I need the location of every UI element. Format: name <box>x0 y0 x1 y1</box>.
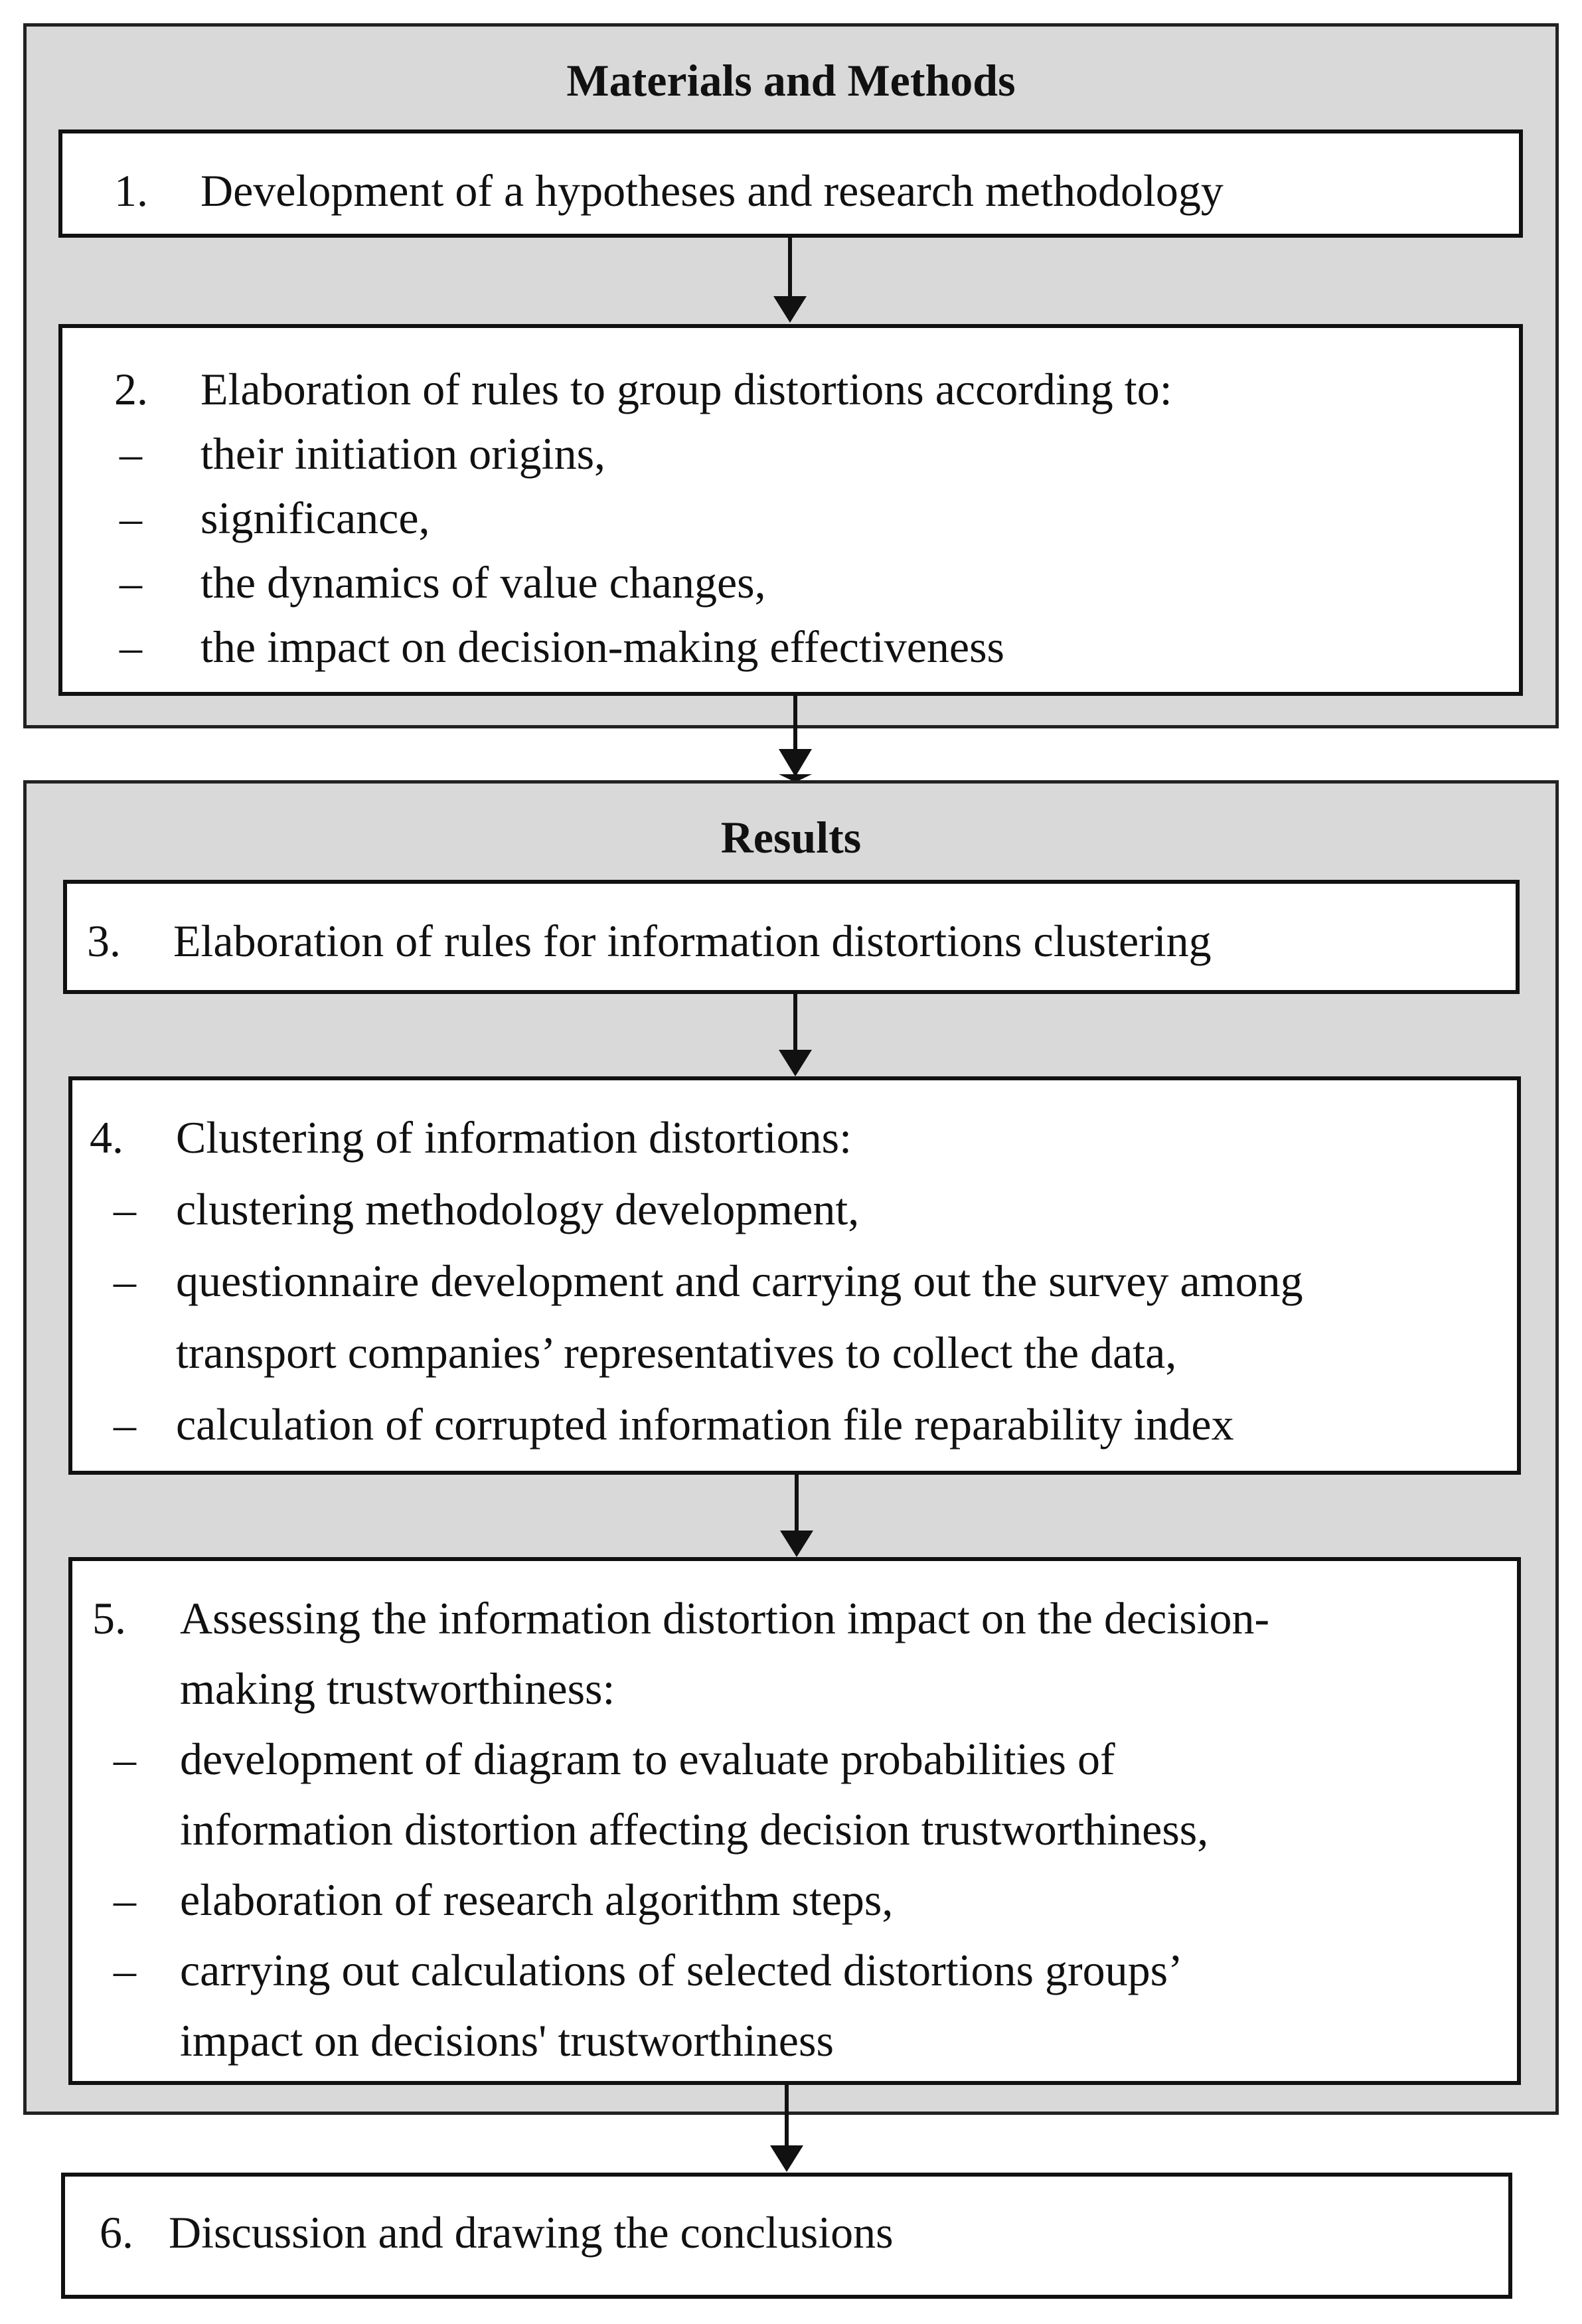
arrow-section-to-results-head <box>765 749 825 779</box>
step-1-text: Development of a hypotheses and research methodology <box>200 165 1224 216</box>
step-4-bullet-1: clustering methodology development, <box>176 1184 860 1234</box>
step-5-dash-3: – <box>114 1945 136 1995</box>
arrow-4-to-5 <box>767 1475 827 1561</box>
step-5-bullet-3-cont: impact on decisions' trustworthiness <box>180 2015 834 2066</box>
step-5-bullet-3: carrying out calculations of selected distortions groups’ <box>180 1945 1183 1995</box>
step-2-bullet-2: significance, <box>200 493 430 543</box>
step-4-dash-3: – <box>114 1399 136 1450</box>
step-4-bullet-2: questionnaire development and carrying out the survey among <box>176 1256 1303 1306</box>
step-5-box <box>68 1557 1521 2085</box>
step-2-dash-1: – <box>119 428 142 479</box>
step-2-number: 2. <box>114 364 148 414</box>
step-5-dash-1: – <box>114 1734 136 1784</box>
step-2-dash-3: – <box>119 557 142 608</box>
step-3-box <box>63 880 1520 994</box>
step-4-dash-1: – <box>114 1184 136 1234</box>
step-5-number: 5. <box>92 1593 126 1643</box>
step-5-bullet-2: elaboration of research algorithm steps, <box>180 1874 894 1925</box>
step-4-bullet-3: calculation of corrupted information file reparability index <box>176 1399 1234 1450</box>
step-5-heading-line-1: Assessing the information distortion impact on the decision- <box>180 1593 1270 1643</box>
step-2-box <box>58 324 1523 696</box>
step-3-text: Elaboration of rules for information distortions clustering <box>173 916 1212 966</box>
step-5-bullet-1: development of diagram to evaluate probabilities of <box>180 1734 1115 1784</box>
step-5-dash-2: – <box>114 1874 136 1925</box>
step-6-text: Discussion and drawing the conclusions <box>169 2207 894 2258</box>
arrow-3-to-4 <box>765 994 825 1080</box>
step-2-bullet-1: their initiation origins, <box>200 428 606 479</box>
step-2-bullet-3: the dynamics of value changes, <box>200 557 766 608</box>
step-4-number: 4. <box>90 1112 123 1163</box>
step-4-dash-2: – <box>114 1256 136 1306</box>
arrow-5-to-6 <box>757 2085 817 2175</box>
step-4-box <box>68 1076 1521 1475</box>
step-5-heading-line-2: making trustworthiness: <box>180 1663 615 1714</box>
arrow-1-to-2 <box>760 238 820 324</box>
step-4-heading: Clustering of information distortions: <box>176 1112 852 1163</box>
step-6-number: 6. <box>100 2207 133 2258</box>
step-4-bullet-2-cont: transport companies’ representatives to collect the data, <box>176 1327 1177 1378</box>
step-1-box <box>58 129 1523 238</box>
step-6-box <box>61 2173 1512 2299</box>
step-3-number: 3. <box>87 916 121 966</box>
step-2-dash-2: – <box>119 493 142 543</box>
step-5-bullet-1-cont: information distortion affecting decision trustworthiness, <box>180 1804 1209 1855</box>
section-title-results: Results <box>720 812 862 863</box>
step-2-heading: Elaboration of rules to group distortions according to: <box>200 364 1172 414</box>
step-2-bullet-4: the impact on decision-making effectiveness <box>200 622 1005 672</box>
section-title-materials-methods: Materials and Methods <box>566 55 1016 106</box>
step-1-number: 1. <box>114 165 148 216</box>
step-2-dash-4: – <box>119 622 142 672</box>
